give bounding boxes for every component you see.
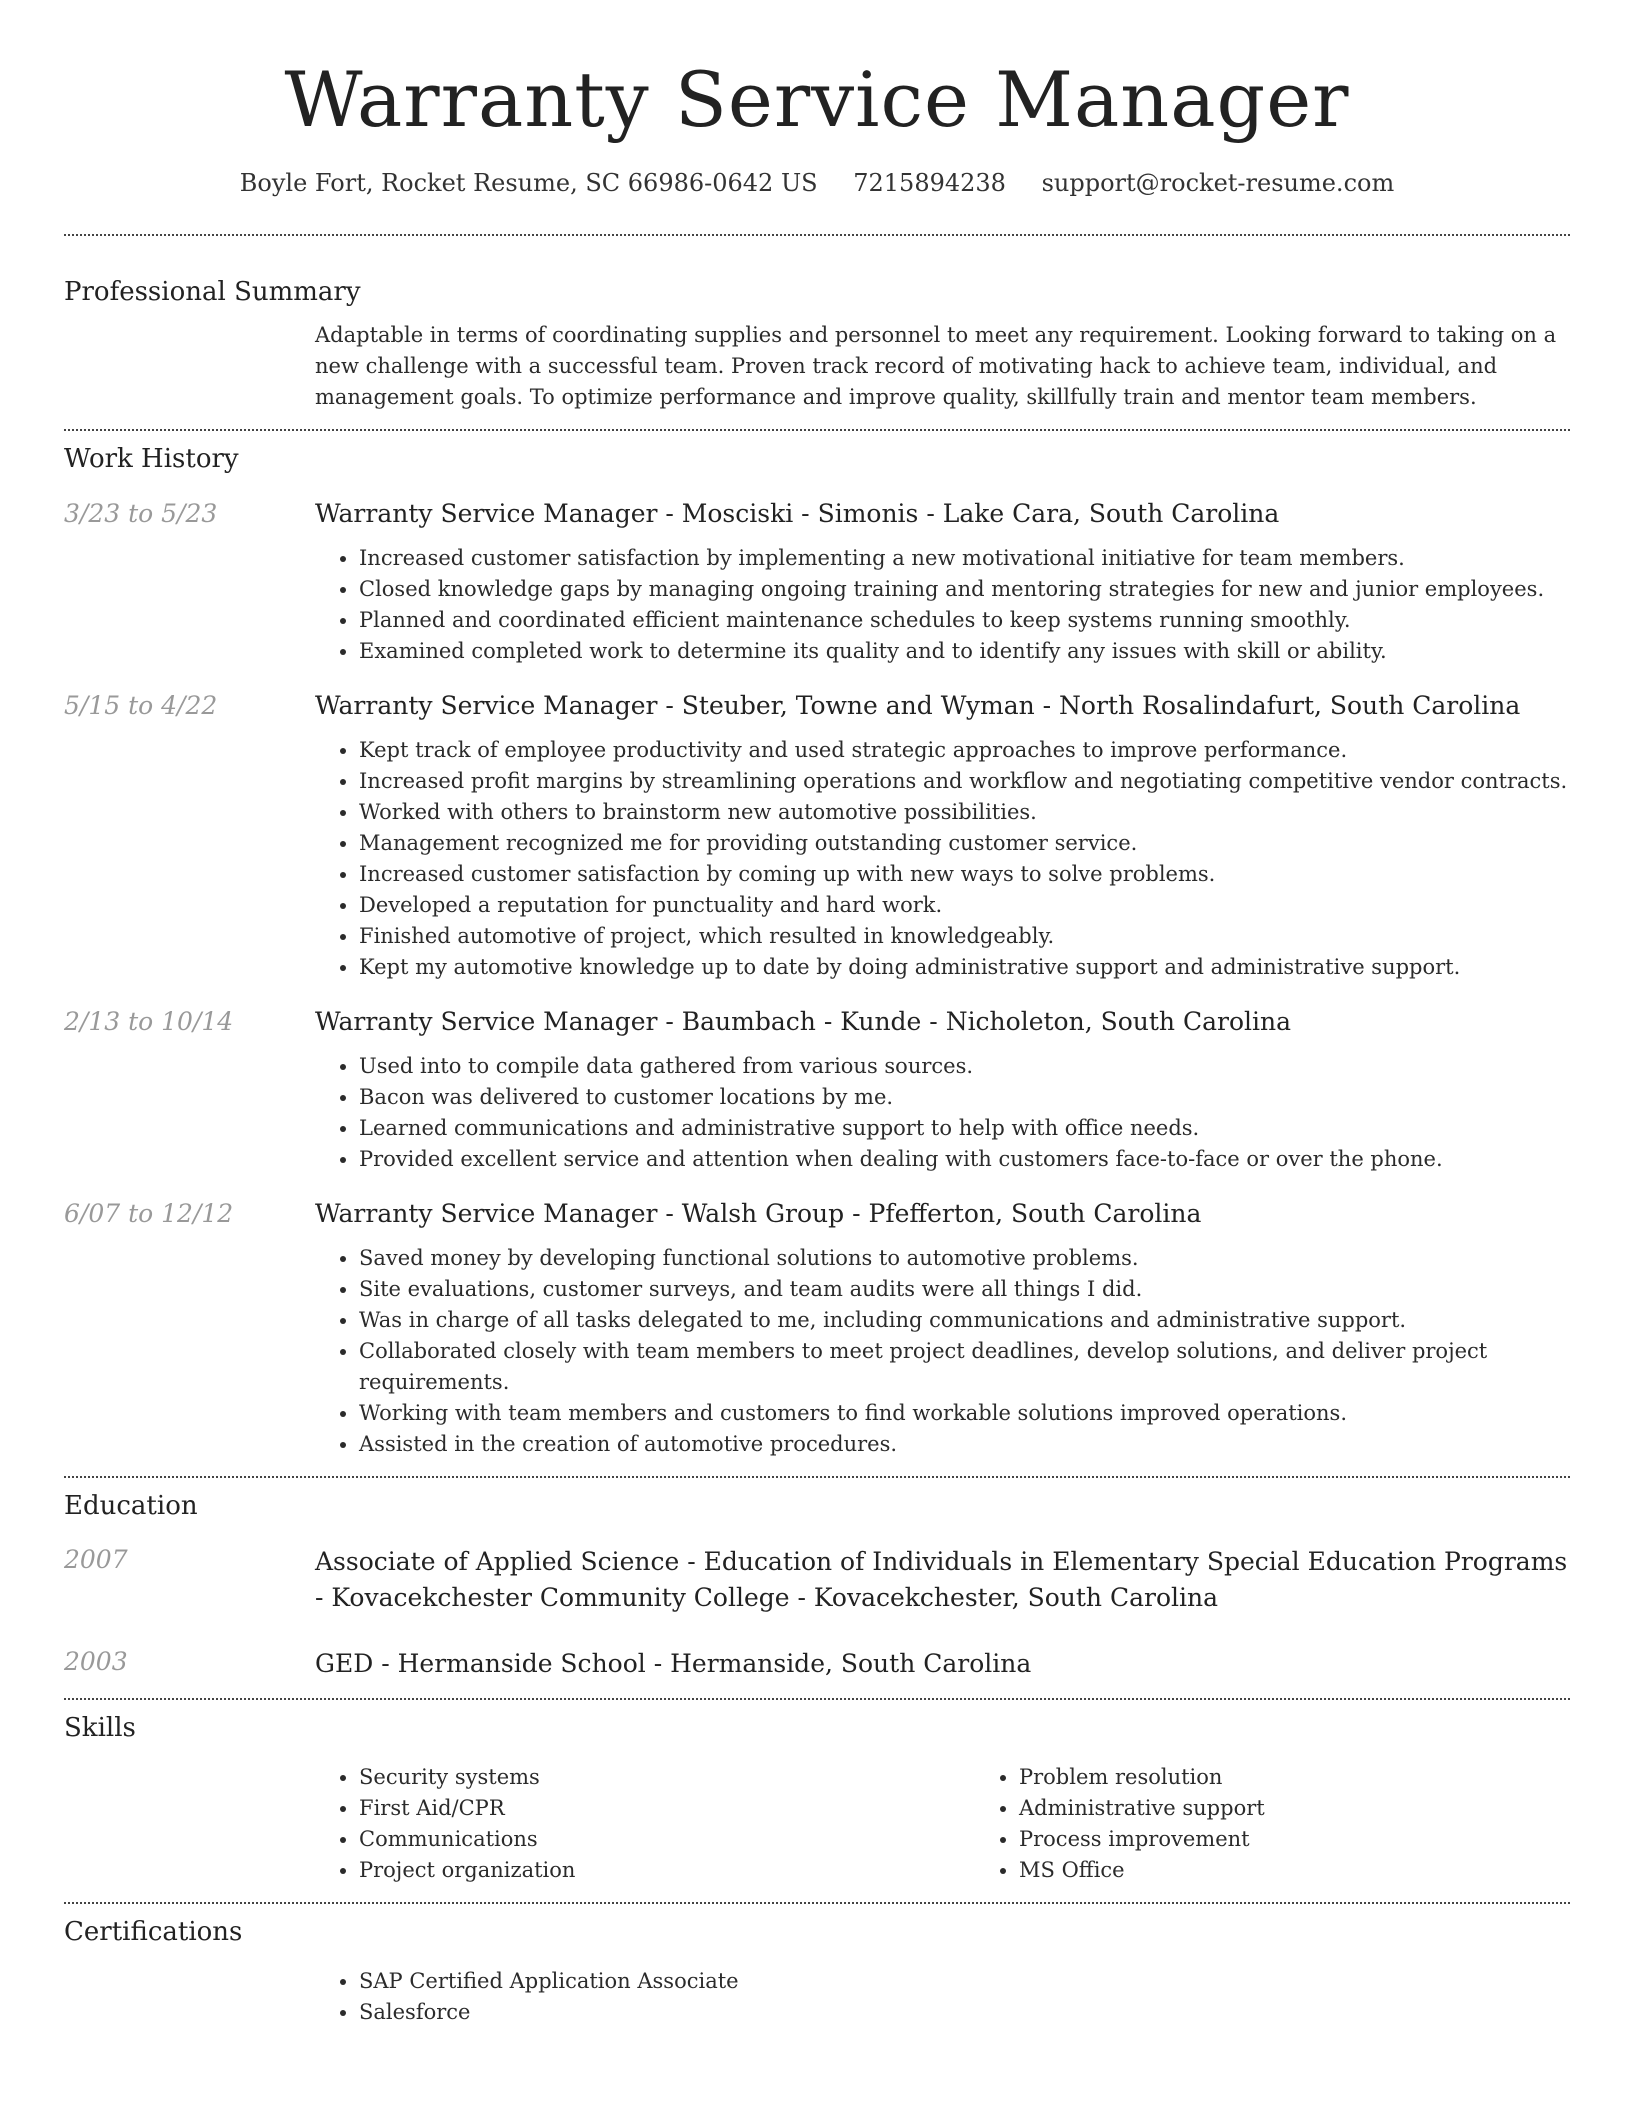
job-entry — [64, 690, 1570, 983]
list-item: • Security systems — [359, 1762, 975, 1793]
job-bullets — [315, 1243, 1570, 1460]
list-item: • Kept my automotive knowledge up to date by doing administrative support and administrative support. — [359, 952, 1570, 983]
section-divider — [64, 1698, 1570, 1700]
contact-email: support@rocket-resume.com — [1041, 169, 1395, 197]
job-title: Warranty Service Manager - Steuber, Towne and Wyman - North Rosalindafurt, South Carolina — [315, 691, 1521, 720]
list-item: • Increased customer satisfaction by coming up with new ways to solve problems. — [359, 859, 1570, 890]
job-entry — [64, 1006, 1570, 1175]
list-item: • MS Office — [1019, 1855, 1632, 1886]
list-item: • Learned communications and administrative support to help with office needs. — [359, 1113, 1570, 1144]
list-item: • Kept track of employee productivity and used strategic approaches to improve performance. — [359, 735, 1570, 766]
list-item: • Site evaluations, customer surveys, and team audits were all things I did. — [359, 1274, 1570, 1305]
education-year: 2007 — [64, 1545, 128, 1574]
list-item: • Used into to compile data gathered from various sources. — [359, 1051, 1570, 1082]
list-item: • Management recognized me for providing outstanding customer service. — [359, 828, 1570, 859]
job-bullets — [315, 1051, 1570, 1175]
resume-page — [64, 0, 1570, 2028]
job-title: Warranty Service Manager - Baumbach - Kunde - Nicholeton, South Carolina — [315, 1007, 1292, 1036]
section-title-skills: Skills — [64, 1713, 136, 1743]
list-item: • Examined completed work to determine its quality and to identify any issues with skill or ability. — [359, 636, 1570, 667]
list-item: • Collaborated closely with team members to meet project deadlines, develop solutions, and deliver project requirements. — [359, 1336, 1570, 1398]
list-item: • Provided excellent service and attention when dealing with customers face-to-face or over the phone. — [359, 1144, 1570, 1175]
list-item: • Process improvement — [1019, 1824, 1632, 1855]
section-title-education: Education — [64, 1491, 198, 1521]
section-title-work: Work History — [64, 444, 239, 474]
section-divider — [64, 234, 1570, 236]
education-entry — [64, 1646, 1570, 1682]
job-dates: 5/15 to 4/22 — [64, 691, 218, 720]
job-dates: 3/23 to 5/23 — [64, 499, 218, 528]
list-item: • Saved money by developing functional solutions to automotive problems. — [359, 1243, 1570, 1274]
job-entry — [64, 498, 1570, 667]
list-item: • Administrative support — [1019, 1793, 1632, 1824]
list-item: • Finished automotive of project, which resulted in knowledgeably. — [359, 921, 1570, 952]
list-item: • Assisted in the creation of automotive procedures. — [359, 1429, 1570, 1460]
list-item: • Problem resolution — [1019, 1762, 1632, 1793]
list-item: • Bacon was delivered to customer locations by me. — [359, 1082, 1570, 1113]
contact-phone: 7215894238 — [853, 169, 1006, 197]
job-dates: 6/07 to 12/12 — [64, 1199, 234, 1228]
list-item: • Salesforce — [359, 1997, 1570, 2028]
list-item: • Increased profit margins by streamlining operations and workflow and negotiating competitive vendor contracts. — [359, 766, 1570, 797]
job-dates: 2/13 to 10/14 — [64, 1007, 234, 1036]
job-title: Warranty Service Manager - Mosciski - Simonis - Lake Cara, South Carolina — [315, 499, 1280, 528]
section-divider — [64, 429, 1570, 431]
contact-address: Boyle Fort, Rocket Resume, SC 66986-0642 US — [239, 169, 818, 197]
list-item: • Planned and coordinated efficient maintenance schedules to keep systems running smoothly. — [359, 605, 1570, 636]
job-entry — [64, 1198, 1570, 1460]
education-title: GED - Hermanside School - Hermanside, South Carolina — [315, 1649, 1032, 1678]
section-title-summary: Professional Summary — [64, 277, 361, 307]
summary-row — [64, 320, 1570, 413]
job-title: Warranty Service Manager - Walsh Group - Pfefferton, South Carolina — [315, 1199, 1202, 1228]
skills-list-left — [315, 1762, 975, 1886]
section-divider — [64, 1476, 1570, 1478]
list-item: • Communications — [359, 1824, 975, 1855]
education-year: 2003 — [64, 1647, 128, 1676]
resume-name: Warranty Service Manager — [284, 55, 1350, 144]
education-entry — [64, 1544, 1570, 1616]
section-divider — [64, 1902, 1570, 1904]
certifications-row — [64, 1966, 1570, 2028]
list-item: • Closed knowledge gaps by managing ongoing training and mentoring strategies for new and junior employees. — [359, 574, 1570, 605]
skills-list-right — [975, 1762, 1632, 1886]
skills-row — [64, 1762, 1570, 1886]
job-bullets — [315, 543, 1570, 667]
certifications-list — [315, 1966, 1570, 2028]
list-item: • First Aid/CPR — [359, 1793, 975, 1824]
list-item: • SAP Certified Application Associate — [359, 1966, 1570, 1997]
job-bullets — [315, 735, 1570, 983]
list-item: • Increased customer satisfaction by implementing a new motivational initiative for team members. — [359, 543, 1570, 574]
education-title: Associate of Applied Science - Education of Individuals in Elementary Special Education Programs - Kovacekchester Community College - Kovacekchester, South Carolina — [315, 1547, 1568, 1612]
list-item: • Working with team members and customers to find workable solutions improved operations. — [359, 1398, 1570, 1429]
summary-text: Adaptable in terms of coordinating supplies and personnel to meet any requirement. Looking forward to taking on a new challenge with a successful team. Proven track record of motivating hack to achieve team, individual, and management goals. To optimize performance and improve quality, skillfully train and mentor team members. — [315, 323, 1557, 409]
list-item: • Project organization — [359, 1855, 975, 1886]
list-item: • Developed a reputation for punctuality and hard work. — [359, 890, 1570, 921]
contact-line — [64, 168, 1570, 198]
list-item: • Worked with others to brainstorm new automotive possibilities. — [359, 797, 1570, 828]
list-item: • Was in charge of all tasks delegated to me, including communications and administrative support. — [359, 1305, 1570, 1336]
section-title-certifications: Certifications — [64, 1917, 243, 1947]
